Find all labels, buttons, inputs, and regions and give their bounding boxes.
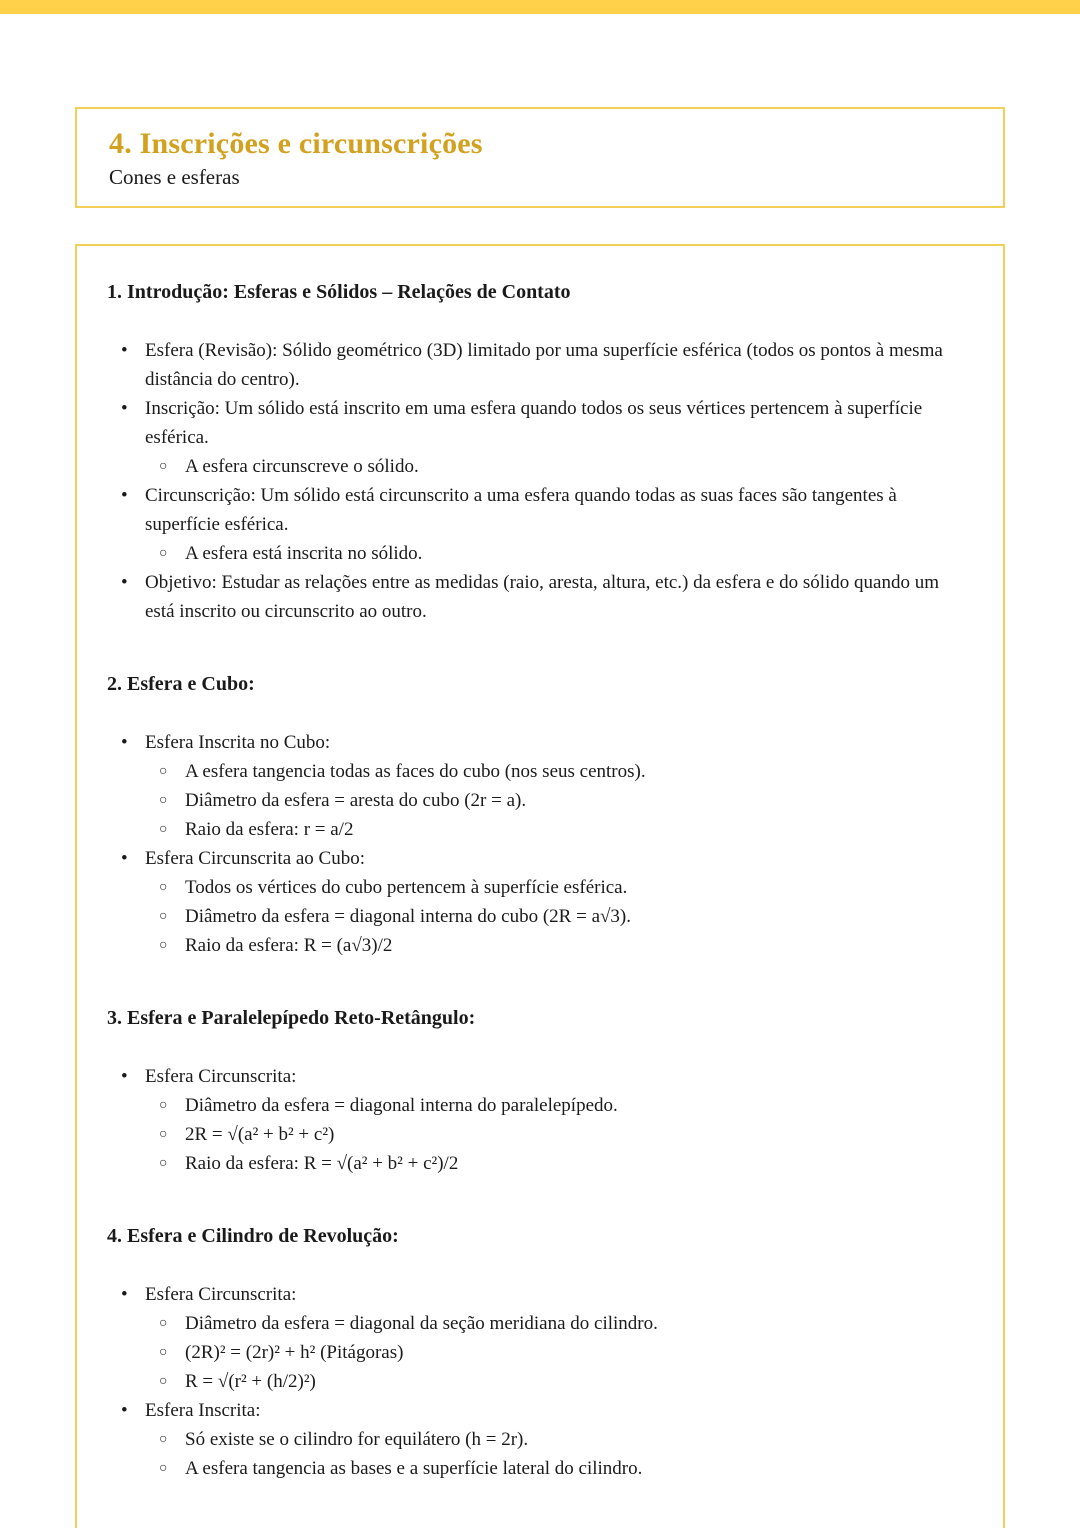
bullet-icon: •	[121, 732, 128, 753]
top-accent-bar	[0, 0, 1080, 14]
circle-bullet-icon: ○	[159, 1156, 168, 1171]
list-item	[107, 728, 973, 757]
list-item	[107, 394, 973, 452]
circle-bullet-icon: ○	[159, 459, 168, 474]
sub-list-item	[107, 452, 973, 481]
section-heading: 3. Esfera e Paralelepípedo Reto-Retângulo:	[107, 1007, 476, 1029]
list-item-text: R = √(r² + (h/2)²)	[185, 1371, 316, 1392]
list-item-text: A esfera tangencia todas as faces do cubo (nos seus centros).	[185, 761, 646, 782]
sub-list-item	[107, 931, 973, 960]
list-item-text: Diâmetro da esfera = diagonal da seção meridiana do cilindro.	[185, 1313, 658, 1334]
section-heading: 4. Esfera e Cilindro de Revolução:	[107, 1225, 399, 1247]
list-item	[107, 481, 973, 539]
circle-bullet-icon: ○	[159, 909, 168, 924]
list-item-text: Só existe se o cilindro for equilátero (h = 2r).	[185, 1429, 529, 1450]
sub-list-item	[107, 815, 973, 844]
bullet-icon: •	[121, 1066, 128, 1087]
bullet-icon: •	[121, 485, 128, 506]
list-item	[107, 1062, 973, 1091]
sub-list-item	[107, 1309, 973, 1338]
list-item-text: Todos os vértices do cubo pertencem à superfície esférica.	[185, 877, 628, 898]
section-list	[107, 728, 973, 960]
sub-list-item	[107, 757, 973, 786]
circle-bullet-icon: ○	[159, 1316, 168, 1331]
list-item	[107, 1396, 973, 1425]
sub-list-item	[107, 786, 973, 815]
list-item-text: Objetivo: Estudar as relações entre as medidas (raio, aresta, altura, etc.) da esfera e do sólido quando um está inscrito ou circunscrito ao outro.	[145, 572, 940, 622]
sub-list-item	[107, 902, 973, 931]
circle-bullet-icon: ○	[159, 1374, 168, 1389]
sub-list-item	[107, 539, 973, 568]
circle-bullet-icon: ○	[159, 1098, 168, 1113]
section-list	[107, 336, 973, 626]
circle-bullet-icon: ○	[159, 764, 168, 779]
list-item	[107, 844, 973, 873]
bullet-icon: •	[121, 340, 128, 361]
content-card	[75, 244, 1005, 1528]
title-card	[75, 107, 1005, 208]
list-item-text: Inscrição: Um sólido está inscrito em uma esfera quando todos os seus vértices pertencem à superfície esférica.	[145, 398, 923, 448]
list-item-text: Esfera Inscrita no Cubo:	[145, 732, 331, 753]
circle-bullet-icon: ○	[159, 822, 168, 837]
circle-bullet-icon: ○	[159, 546, 168, 561]
list-item-text: Esfera Circunscrita:	[145, 1284, 297, 1305]
section-list	[107, 1280, 973, 1483]
list-item-text: Diâmetro da esfera = aresta do cubo (2r = a).	[185, 790, 527, 811]
list-item-text: Raio da esfera: r = a/2	[185, 819, 354, 840]
list-item-text: Esfera Inscrita:	[145, 1400, 261, 1421]
sub-list-item	[107, 1149, 973, 1178]
bullet-icon: •	[121, 1400, 128, 1421]
bullet-icon: •	[121, 848, 128, 869]
list-item	[107, 1280, 973, 1309]
circle-bullet-icon: ○	[159, 793, 168, 808]
sub-list-item	[107, 1454, 973, 1483]
sub-list-item	[107, 1338, 973, 1367]
list-item-text: A esfera circunscreve o sólido.	[185, 456, 419, 477]
list-item-text: Esfera Circunscrita ao Cubo:	[145, 848, 366, 869]
list-item-text: Raio da esfera: R = √(a² + b² + c²)/2	[185, 1153, 459, 1174]
list-item-text: Esfera Circunscrita:	[145, 1066, 297, 1087]
bullet-icon: •	[121, 398, 128, 419]
bullet-icon: •	[121, 1284, 128, 1305]
bullet-icon: •	[121, 572, 128, 593]
list-item	[107, 336, 973, 394]
list-item	[107, 568, 973, 626]
list-item-text: (2R)² = (2r)² + h² (Pitágoras)	[185, 1342, 404, 1363]
sub-list-item	[107, 1120, 973, 1149]
list-item-text: Esfera (Revisão): Sólido geométrico (3D) limitado por uma superfície esférica (todos os pontos à mesma distância do centro).	[145, 340, 943, 390]
circle-bullet-icon: ○	[159, 1432, 168, 1447]
section-list	[107, 1062, 973, 1178]
circle-bullet-icon: ○	[159, 880, 168, 895]
section-heading: 2. Esfera e Cubo:	[107, 673, 255, 695]
sub-list-item	[107, 1367, 973, 1396]
list-item-text: Circunscrição: Um sólido está circunscrito a uma esfera quando todas as suas faces são tangentes à superfície esférica.	[145, 485, 897, 535]
page-title: 4. Inscrições e circunscrições	[109, 127, 483, 160]
sub-list-item	[107, 1091, 973, 1120]
content-sections	[107, 278, 973, 1483]
list-item-text: Diâmetro da esfera = diagonal interna do cubo (2R = a√3).	[185, 906, 632, 927]
sub-list-item	[107, 1425, 973, 1454]
list-item-text: 2R = √(a² + b² + c²)	[185, 1124, 335, 1145]
circle-bullet-icon: ○	[159, 1345, 168, 1360]
section-heading: 1. Introdução: Esferas e Sólidos – Relações de Contato	[107, 281, 571, 303]
circle-bullet-icon: ○	[159, 1461, 168, 1476]
list-item-text: A esfera tangencia as bases e a superfície lateral do cilindro.	[185, 1458, 643, 1479]
list-item-text: Raio da esfera: R = (a√3)/2	[185, 935, 393, 956]
circle-bullet-icon: ○	[159, 1127, 168, 1142]
list-item-text: Diâmetro da esfera = diagonal interna do paralelepípedo.	[185, 1095, 618, 1116]
sub-list-item	[107, 873, 973, 902]
list-item-text: A esfera está inscrita no sólido.	[185, 543, 423, 564]
page-subtitle: Cones e esferas	[109, 165, 240, 189]
circle-bullet-icon: ○	[159, 938, 168, 953]
